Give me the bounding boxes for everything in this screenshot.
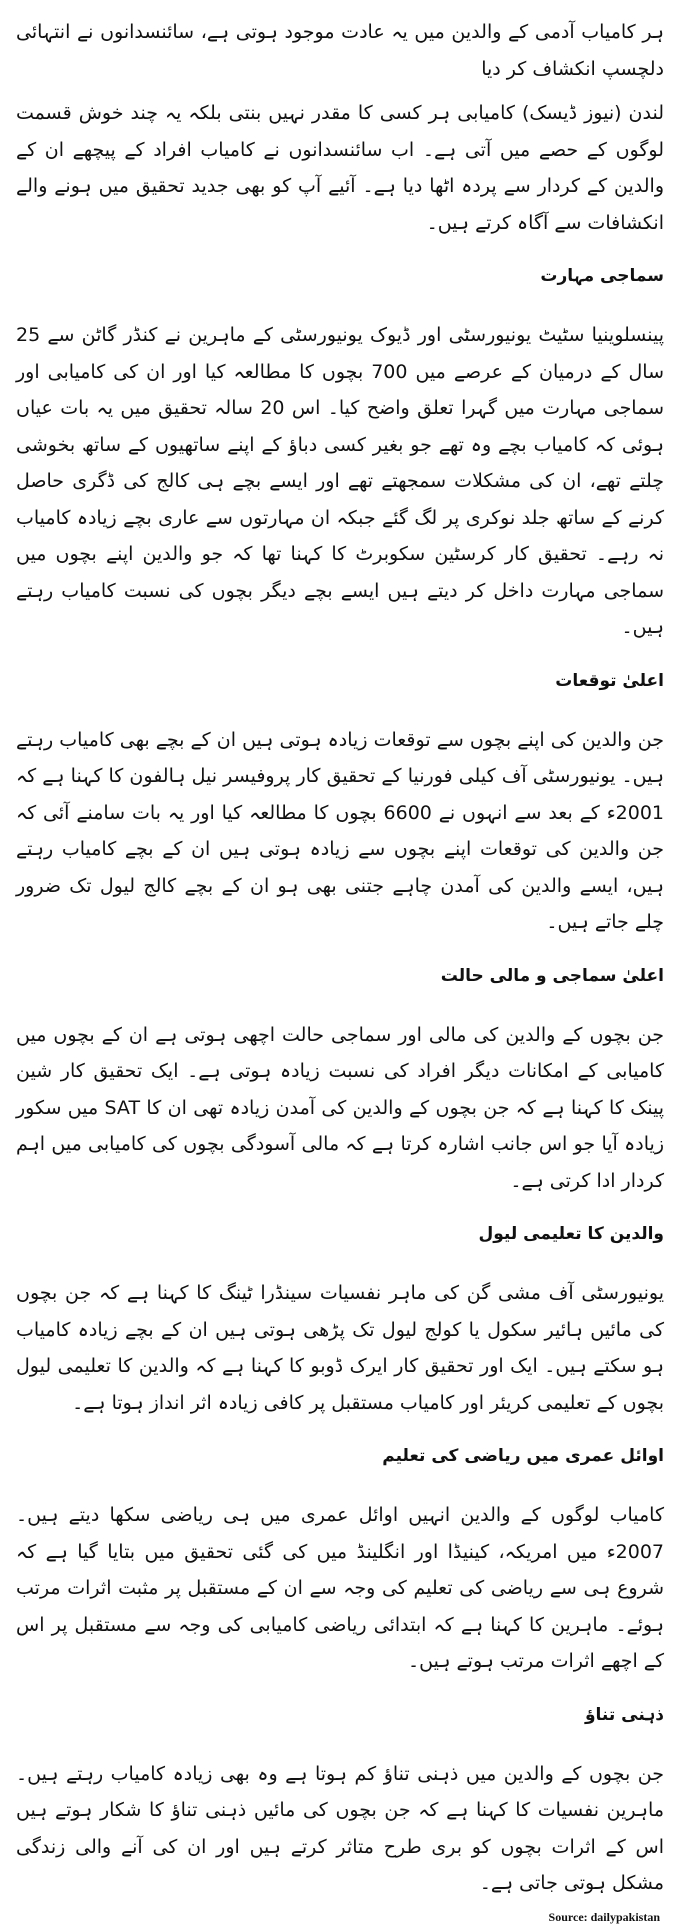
section-text-stress: جن بچوں کے والدین میں ذہنی تناؤ کم ہوتا ہے وہ بھی زیادہ کامیاب رہتے ہیں۔ ماہرین نفسیات کا کہنا ہے کہ جن بچوں کی مائیں ذہنی تناؤ کا شکار ہوتے ہیں اس کے اثرات بچوں کو بری طرح متاثر کرتے ہیں اور ان کی آنے والی زندگی مشکل ہوتی جاتی ہے۔ — [16, 1762, 664, 1894]
article-headline-line: ہر کامیاب آدمی کے والدین میں یہ عادت موجود ہوتی ہے، سائنسدانوں نے انتہائی دلچسپ انکشاف کر دیا — [16, 21, 664, 80]
section-text-social-skills: پینسلوینیا سٹیٹ یونیورسٹی اور ڈیوک یونیورسٹی کے ماہرین نے کنڈر گاٹن سے 25 سال کے درمیان کے عرصے میں 700 بچوں کا مطالعہ کیا اور ان کی کامیابی اور سماجی مہارت میں گہرا تعلق واضح کیا۔ اس 20 سالہ تحقیق میں یہ بات عیاں ہوئی کہ کامیاب بچے وہ تھے جو بغیر کسی دباؤ کے اپنے ساتھیوں کے ساتھ بخوشی چلتے تھے، ان کی مشکلات سمجھتے تھے اور ایسے بچے ہی کالج کی ڈگری حاصل کرنے کے ساتھ جلد نوکری پر لگ گئے جبکہ ان مہارتوں سے عاری بچے زیادہ کامیاب نہ رہے۔ تحقیق کار کرسٹین سکوبرٹ کا کہنا تھا کہ جو والدین اپنے بچوں میں سماجی مہارت داخل کر دیتے ہیں ایسے بچے دیگر بچوں کی نسبت کامیاب رہتے ہیں۔ — [16, 324, 665, 638]
section-heading-parents-education: والدین کا تعلیمی لیول — [478, 1224, 664, 1244]
source-credit: Source: dailypakistan — [548, 1909, 660, 1924]
section-text-early-math: کامیاب لوگوں کے والدین انہیں اوائل عمری میں ہی ریاضی سکھا دیتے ہیں۔ 2007ء میں امریکہ، کینیڈا اور انگلینڈ میں کی گئی تحقیق میں بتایا گیا ہے کہ شروع ہی سے ریاضی کی تعلیم کی وجہ سے ان کے مستقبل پر مثبت اثرات مرتب ہوئے۔ ماہرین کا کہنا ہے کہ ابتدائی ریاضی کامیابی کی وجہ سے مستقبل پر اس کے اچھے اثرات مرتب ہوتے ہیں۔ — [16, 1504, 664, 1672]
section-text-high-expectations: جن والدین کی اپنے بچوں سے توقعات زیادہ ہوتی ہیں ان کے بچے بھی کامیاب رہتے ہیں۔ یونیورسٹی آف کیلی فورنیا کے تحقیق کار پروفیسر نیل ہالفون کا کہنا ہے کہ 2001ء کے بعد سے انہوں نے 6600 بچوں کا مطالعہ کیا اور یہ بات سامنے آئی کہ جن والدین کی توقعات اپنے بچوں سے زیادہ ہوتی ہیں ان کے بچے کامیاب رہتے ہیں، ایسے والدین کی آمدن چاہے جتنی بھی ہو ان کے بچے کالج لیول تک ضرور چلے جاتے ہیں۔ — [16, 728, 664, 933]
section-text-socioeconomic-status: جن بچوں کے والدین کی مالی اور سماجی حالت اچھی ہوتی ہے ان کے بچوں میں کامیابی کے امکانات دیگر افراد کی نسبت زیادہ ہوتی ہے۔ ایک تحقیق کار شین پینک کا کہنا ہے کہ جن بچوں کے والدین کی آمدن زیادہ تھی ان کا SAT میں سکور زیادہ آیا جو اس جانب اشارہ کرتا ہے کہ مالی آسودگی بچوں کی کامیابی میں اہم کردار ادا کرتی ہے۔ — [16, 1023, 664, 1192]
section-heading-stress: ذہنی تناؤ — [584, 1704, 664, 1725]
section-text-parents-education: یونیورسٹی آف مشی گن کی ماہر نفسیات سینڈرا ٹینگ کا کہنا ہے کہ جن بچوں کی مائیں ہائیر سکول یا کولج لیول تک پڑھی ہوتی ہیں ان کے بچے زیادہ کامیاب ہو سکتے ہیں۔ ایک اور تحقیق کار ایرک ڈوبو کا کہنا ہے کہ والدین کا تعلیمی لیول بچوں کے تعلیمی کریئر اور کامیاب مستقبل پر کافی زیادہ اثر انداز ہوتا ہے۔ — [16, 1282, 664, 1414]
section-heading-early-math: اوائل عمری میں ریاضی کی تعلیم — [382, 1446, 664, 1466]
section-heading-high-expectations: اعلیٰ توقعات — [555, 670, 664, 691]
section-heading-social-skills: سماجی مہارت — [540, 266, 664, 286]
section-heading-socioeconomic-status: اعلیٰ سماجی و مالی حالت — [440, 965, 664, 986]
article-intro: لندن (نیوز ڈیسک) کامیابی ہر کسی کا مقدر نہیں بنتی بلکہ یہ چند خوش قسمت لوگوں کے حصے میں آتی ہے۔ اب سائنسدانوں نے کامیاب افراد کے پیچھے ان کے والدین کے کردار سے پردہ اٹھا دیا ہے۔ آئیے آپ کو بھی جدید تحقیق میں ہونے والے انکشافات سے آگاہ کرتے ہیں۔ — [16, 102, 664, 234]
